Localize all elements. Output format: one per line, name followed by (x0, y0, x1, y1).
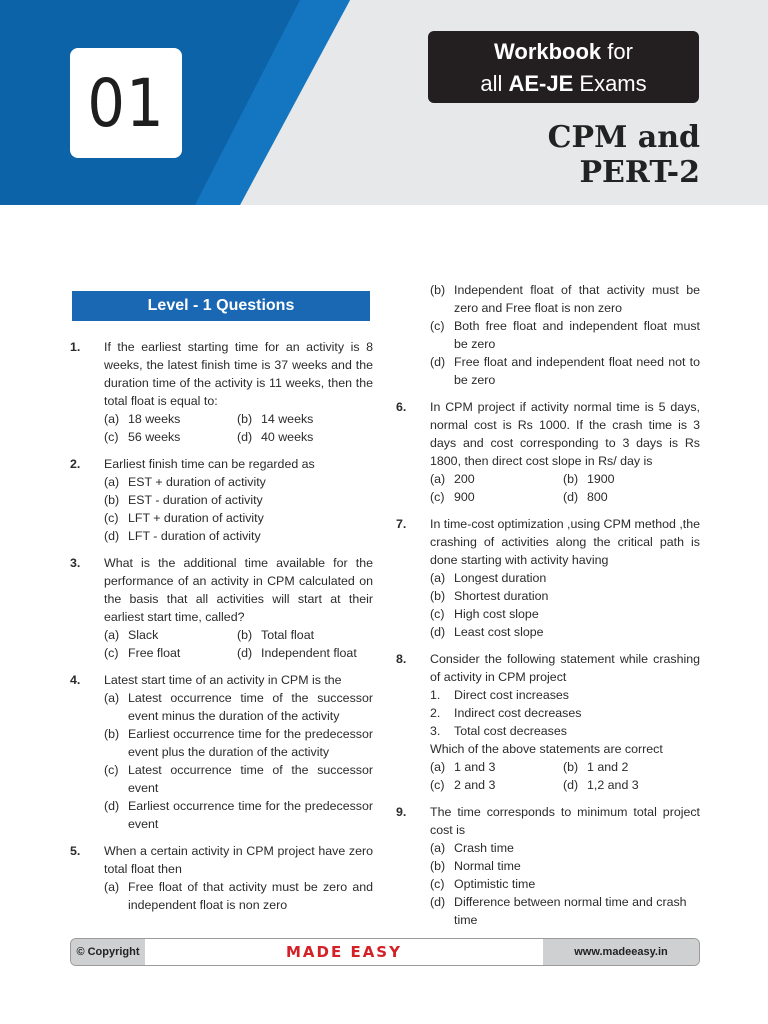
option-letter: (d) (237, 430, 253, 444)
question-5-continued (396, 281, 700, 389)
question-number: 3. (70, 556, 81, 570)
option-b (104, 725, 373, 761)
option-c (430, 776, 563, 794)
option-d (237, 644, 373, 662)
option-a (104, 689, 373, 725)
option-text: Total float (261, 628, 315, 642)
option-letter: (c) (430, 778, 445, 792)
option-letter: (b) (563, 760, 579, 774)
option-b (430, 281, 700, 317)
option-letter: (c) (430, 607, 445, 621)
option-text: Both free float and independent float must be zero (454, 319, 700, 351)
question-5 (70, 842, 373, 914)
option-letter: (c) (104, 763, 119, 777)
option-b (563, 470, 700, 488)
brand-logo: MADE EASY (145, 939, 543, 965)
option-letter: (b) (237, 628, 253, 642)
question-3 (70, 554, 373, 662)
statement-number: 1. (430, 688, 441, 702)
option-a (104, 473, 373, 491)
option-letter: (d) (430, 625, 446, 639)
option-text: 1,2 and 3 (587, 778, 639, 792)
option-letter: (a) (104, 412, 120, 426)
options (430, 470, 700, 506)
option-letter: (c) (430, 877, 445, 891)
option-letter: (c) (104, 646, 119, 660)
option-b (237, 410, 373, 428)
option-letter: (d) (563, 490, 579, 504)
question-number: 7. (396, 517, 407, 531)
question-text: In time-cost optimization ,using CPM method ,the crashing of activities along the critical path is done starting with activity having (430, 517, 700, 567)
option-text: 2 and 3 (454, 778, 496, 792)
option-letter: (b) (104, 727, 120, 741)
question-7 (396, 515, 700, 641)
option-d (563, 776, 700, 794)
option-text: Earliest occurrence time for the predecessor event (128, 799, 373, 831)
option-letter: (a) (430, 841, 446, 855)
option-text: LFT - duration of activity (128, 529, 261, 543)
workbook-badge (428, 31, 699, 103)
website-link[interactable]: www.madeeasy.in (543, 939, 699, 965)
footer-bar (70, 938, 700, 966)
option-text: Optimistic time (454, 877, 536, 891)
option-text: Slack (128, 628, 159, 642)
workbook-exams: Exams (573, 71, 647, 96)
question-subtext: Which of the above statements are correct (430, 742, 663, 756)
copyright-label: © Copyright (71, 939, 145, 965)
option-letter: (a) (104, 880, 120, 894)
options (430, 281, 700, 389)
option-text: Crash time (454, 841, 514, 855)
option-letter: (a) (104, 628, 120, 642)
chapter-number: 01 (70, 48, 182, 158)
option-text: Earliest occurrence time for the predecessor event plus the duration of the activity (128, 727, 373, 759)
option-text: Latest occurrence time of the successor event minus the duration of the activity (128, 691, 373, 723)
option-d (430, 893, 700, 929)
option-letter: (d) (430, 355, 446, 369)
option-text: 800 (587, 490, 608, 504)
question-6 (396, 398, 700, 506)
option-letter: (d) (563, 778, 579, 792)
option-letter: (b) (563, 472, 579, 486)
question-number: 6. (396, 400, 407, 414)
option-d (430, 353, 700, 389)
option-a (104, 878, 373, 914)
option-text: Difference between normal time and crash time (454, 895, 687, 927)
question-text: Consider the following statement while crashing of activity in CPM project (430, 652, 700, 684)
option-letter: (b) (430, 283, 446, 297)
question-9 (396, 803, 700, 929)
statement-1 (430, 686, 700, 704)
option-d (430, 623, 700, 641)
option-c (104, 428, 237, 446)
option-c (104, 644, 237, 662)
option-a (430, 758, 563, 776)
option-text: 200 (454, 472, 475, 486)
options (104, 689, 373, 833)
option-letter: (d) (104, 799, 120, 813)
question-text: Earliest finish time can be regarded as (104, 457, 315, 471)
question-text: What is the additional time available for the performance of an activity in CPM calculated on the basis that all activities will start at their earliest start time, called? (104, 556, 373, 624)
option-c (104, 509, 373, 527)
question-number: 9. (396, 805, 407, 819)
option-c (430, 875, 700, 893)
option-text: Longest duration (454, 571, 547, 585)
option-letter: (c) (104, 511, 119, 525)
option-letter: (b) (430, 859, 446, 873)
option-letter: (c) (430, 319, 445, 333)
option-letter: (b) (237, 412, 253, 426)
option-c (430, 317, 700, 353)
option-letter: (b) (104, 493, 120, 507)
option-letter: (a) (430, 571, 446, 585)
option-text: High cost slope (454, 607, 539, 621)
option-text: 14 weeks (261, 412, 314, 426)
question-text: In CPM project if activity normal time is 5 days, normal cost is Rs 1000. If the crash time is 3 days and cost corresponding to 3 days is Rs 1800, then direct cost slope in Rs/ day is (430, 400, 700, 468)
option-text: Normal time (454, 859, 521, 873)
question-text: The time corresponds to minimum total project cost is (430, 805, 700, 837)
workbook-all: all (480, 71, 509, 96)
option-a (430, 569, 700, 587)
question-text: If the earliest starting time for an activity is 8 weeks, the latest finish time is 37 weeks and the duration time of the activity is 11 weeks, then the total float is equal to: (104, 340, 373, 408)
option-d (563, 488, 700, 506)
option-letter: (a) (430, 760, 446, 774)
option-text: EST - duration of activity (128, 493, 263, 507)
option-letter: (a) (104, 691, 120, 705)
option-b (104, 491, 373, 509)
option-b (430, 587, 700, 605)
options (430, 569, 700, 641)
statement-number: 2. (430, 706, 441, 720)
question-number: 4. (70, 673, 81, 687)
option-letter: (a) (104, 475, 120, 489)
options (104, 473, 373, 545)
option-text: Shortest duration (454, 589, 549, 603)
option-text: 18 weeks (128, 412, 181, 426)
question-number: 2. (70, 457, 81, 471)
option-letter: (a) (430, 472, 446, 486)
option-text: Latest occurrence time of the successor event (128, 763, 373, 795)
options (430, 839, 700, 929)
option-text: 1 and 3 (454, 760, 496, 774)
statement-text: Indirect cost decreases (454, 706, 582, 720)
option-d (104, 797, 373, 833)
chapter-title: CPM and PERT-2 (547, 120, 700, 190)
workbook-label: Workbook (494, 39, 602, 64)
option-text: Least cost slope (454, 625, 544, 639)
question-8 (396, 650, 700, 794)
option-c (104, 761, 373, 797)
options (104, 878, 373, 914)
statement-text: Total cost decreases (454, 724, 567, 738)
workbook-for: for (601, 39, 633, 64)
statement-2 (430, 704, 700, 722)
option-text: 1900 (587, 472, 615, 486)
option-text: 40 weeks (261, 430, 314, 444)
statements (430, 686, 700, 740)
option-text: Independent float (261, 646, 357, 660)
option-letter: (c) (430, 490, 445, 504)
statement-text: Direct cost increases (454, 688, 569, 702)
option-a (430, 839, 700, 857)
question-number: 5. (70, 844, 81, 858)
question-2 (70, 455, 373, 545)
level-heading: Level - 1 Questions (72, 291, 370, 321)
option-b (237, 626, 373, 644)
option-letter: (d) (104, 529, 120, 543)
option-text: 900 (454, 490, 475, 504)
option-d (104, 527, 373, 545)
left-column (70, 338, 373, 923)
option-letter: (b) (430, 589, 446, 603)
workbook-exam: AE-JE (508, 71, 574, 96)
option-a (104, 626, 237, 644)
option-letter: (d) (430, 895, 446, 909)
question-text: Latest start time of an activity in CPM is the (104, 673, 342, 687)
option-c (430, 488, 563, 506)
option-letter: (c) (104, 430, 119, 444)
question-number: 8. (396, 652, 407, 666)
option-d (237, 428, 373, 446)
option-text: EST + duration of activity (128, 475, 266, 489)
right-column (396, 281, 700, 938)
question-number: 1. (70, 340, 81, 354)
statement-3 (430, 722, 700, 740)
option-b (563, 758, 700, 776)
option-text: Free float and independent float need not to be zero (454, 355, 700, 387)
statement-number: 3. (430, 724, 441, 738)
question-text: When a certain activity in CPM project have zero total float then (104, 844, 373, 876)
options (430, 758, 700, 794)
option-text: 56 weeks (128, 430, 181, 444)
question-4 (70, 671, 373, 833)
options (104, 626, 373, 662)
option-letter: (d) (237, 646, 253, 660)
options (104, 410, 373, 446)
option-a (104, 410, 237, 428)
option-text: Free float (128, 646, 181, 660)
option-text: LFT + duration of activity (128, 511, 264, 525)
option-text: Free float of that activity must be zero and independent float is non zero (128, 880, 373, 912)
option-b (430, 857, 700, 875)
option-a (430, 470, 563, 488)
question-1 (70, 338, 373, 446)
option-text: Independent float of that activity must be zero and Free float is non zero (454, 283, 700, 315)
option-c (430, 605, 700, 623)
option-text: 1 and 2 (587, 760, 629, 774)
